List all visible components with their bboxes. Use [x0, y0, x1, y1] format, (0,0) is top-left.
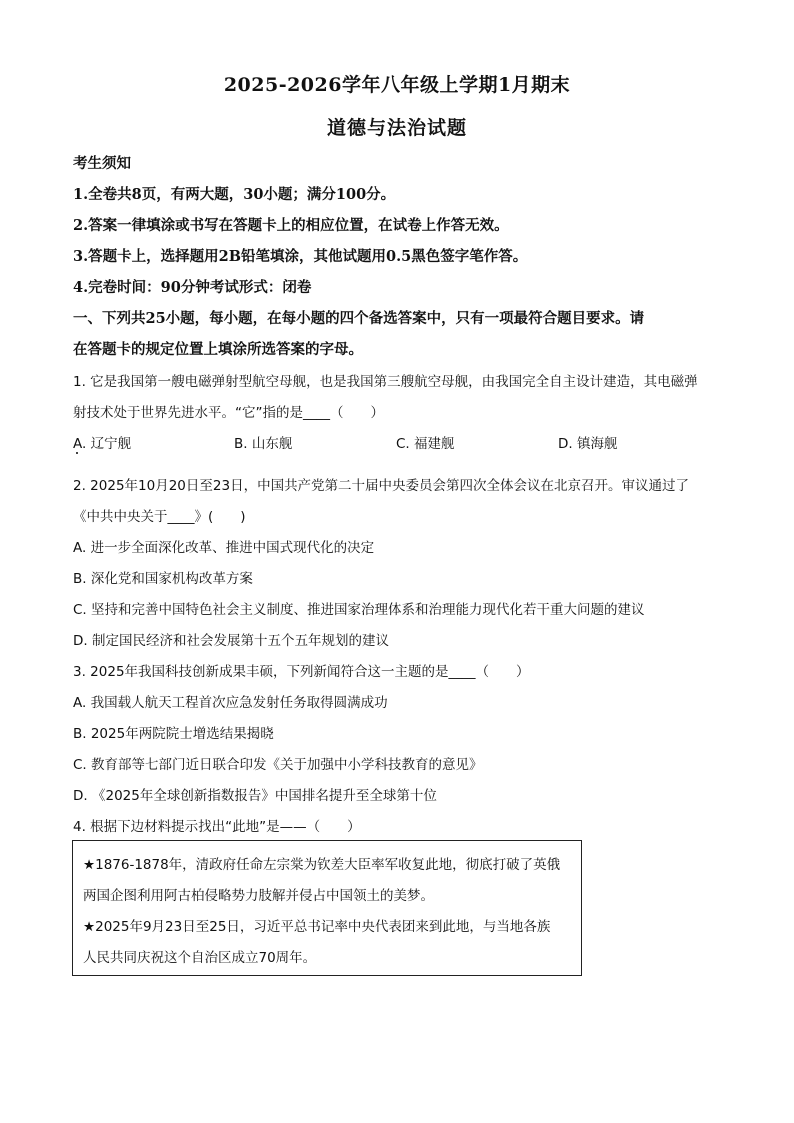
exam-title: 2025-2026学年八年级上学期1月期末: [223, 74, 571, 96]
exam-subject: 道德与法治试题: [326, 117, 467, 139]
question-2-stem-line-2: 《中共中央关于____》( ): [73, 509, 246, 525]
section-1-instruction-line-2: 在答题卡的规定位置上填涂所选答案的字母。: [73, 341, 363, 358]
section-1-instruction-line-1: 一、下列共25小题，每小题，在每小题的四个备选答案中，只有一项最符合题目要求。请: [73, 310, 645, 327]
material-line-3: ★2025年9月23日至25日，习近平总书记率中央代表团来到此地，与当地各族: [83, 919, 551, 935]
question-1-option-b: B. 山东舰: [234, 436, 293, 452]
material-line-1: ★1876-1878年，清政府任命左宗棠为钦差大臣率军收复此地，彻底打破了英俄: [83, 857, 561, 873]
question-3-option-c: C. 教育部等七部门近日联合印发《关于加强中小学科技教育的意见》: [73, 757, 483, 773]
question-2-stem-line-1: 2. 2025年10月20日至23日，中国共产党第二十届中央委员会第四次全体会议在北京召开。审议通过了: [73, 478, 690, 494]
notice-heading: 考生须知: [73, 155, 131, 172]
question-4-material-box: [72, 840, 582, 976]
notice-item-3: 3.答题卡上，选择题用2B铅笔填涂，其他试题用0.5黑色签字笔作答。: [73, 248, 528, 265]
question-1-option-d: D. 镇海舰: [558, 436, 618, 452]
material-line-2: 两国企图利用阿古柏侵略势力肢解并侵占中国领土的美梦。: [83, 888, 434, 904]
question-1-option-a: A. 辽宁舰: [73, 436, 132, 452]
notice-item-2: 2.答案一律填涂或书写在答题卡上的相应位置，在试卷上作答无效。: [73, 217, 509, 234]
question-3-option-d: D. 《2025年全球创新指数报告》中国排名提升至全球第十位: [73, 788, 437, 804]
question-1-stem-line-1: 1. 它是我国第一艘电磁弹射型航空母舰，也是我国第三艘航空母舰，由我国完全自主设计建造，其电磁弹: [73, 374, 698, 390]
question-3-stem: 3. 2025年我国科技创新成果丰硕，下列新闻符合这一主题的是____（ ）: [73, 664, 530, 680]
question-1-stem-line-2: 射技术处于世界先进水平。“它”指的是____（ ）: [73, 405, 384, 421]
notice-item-1: 1.全卷共8页，有两大题，30小题；满分100分。: [73, 186, 396, 203]
material-line-4: 人民共同庆祝这个自治区成立70周年。: [83, 950, 317, 966]
question-3-option-a: A. 我国载人航天工程首次应急发射任务取得圆满成功: [73, 695, 388, 711]
question-3-option-b: B. 2025年两院院士增选结果揭晓: [73, 726, 274, 742]
stray-dot-mark: [76, 452, 78, 454]
question-2-option-d: D. 制定国民经济和社会发展第十五个五年规划的建议: [73, 633, 389, 649]
question-1-option-c: C. 福建舰: [396, 436, 455, 452]
question-2-option-c: C. 坚持和完善中国特色社会主义制度、推进国家治理体系和治理能力现代化若干重大问题的建议: [73, 602, 645, 618]
notice-item-4: 4.完卷时间：90分钟考试形式：闭卷: [73, 279, 312, 296]
question-2-option-a: A. 进一步全面深化改革、推进中国式现代化的决定: [73, 540, 375, 556]
question-4-stem: 4. 根据下边材料提示找出“此地”是——（ ）: [73, 819, 361, 835]
question-2-option-b: B. 深化党和国家机构改革方案: [73, 571, 253, 587]
